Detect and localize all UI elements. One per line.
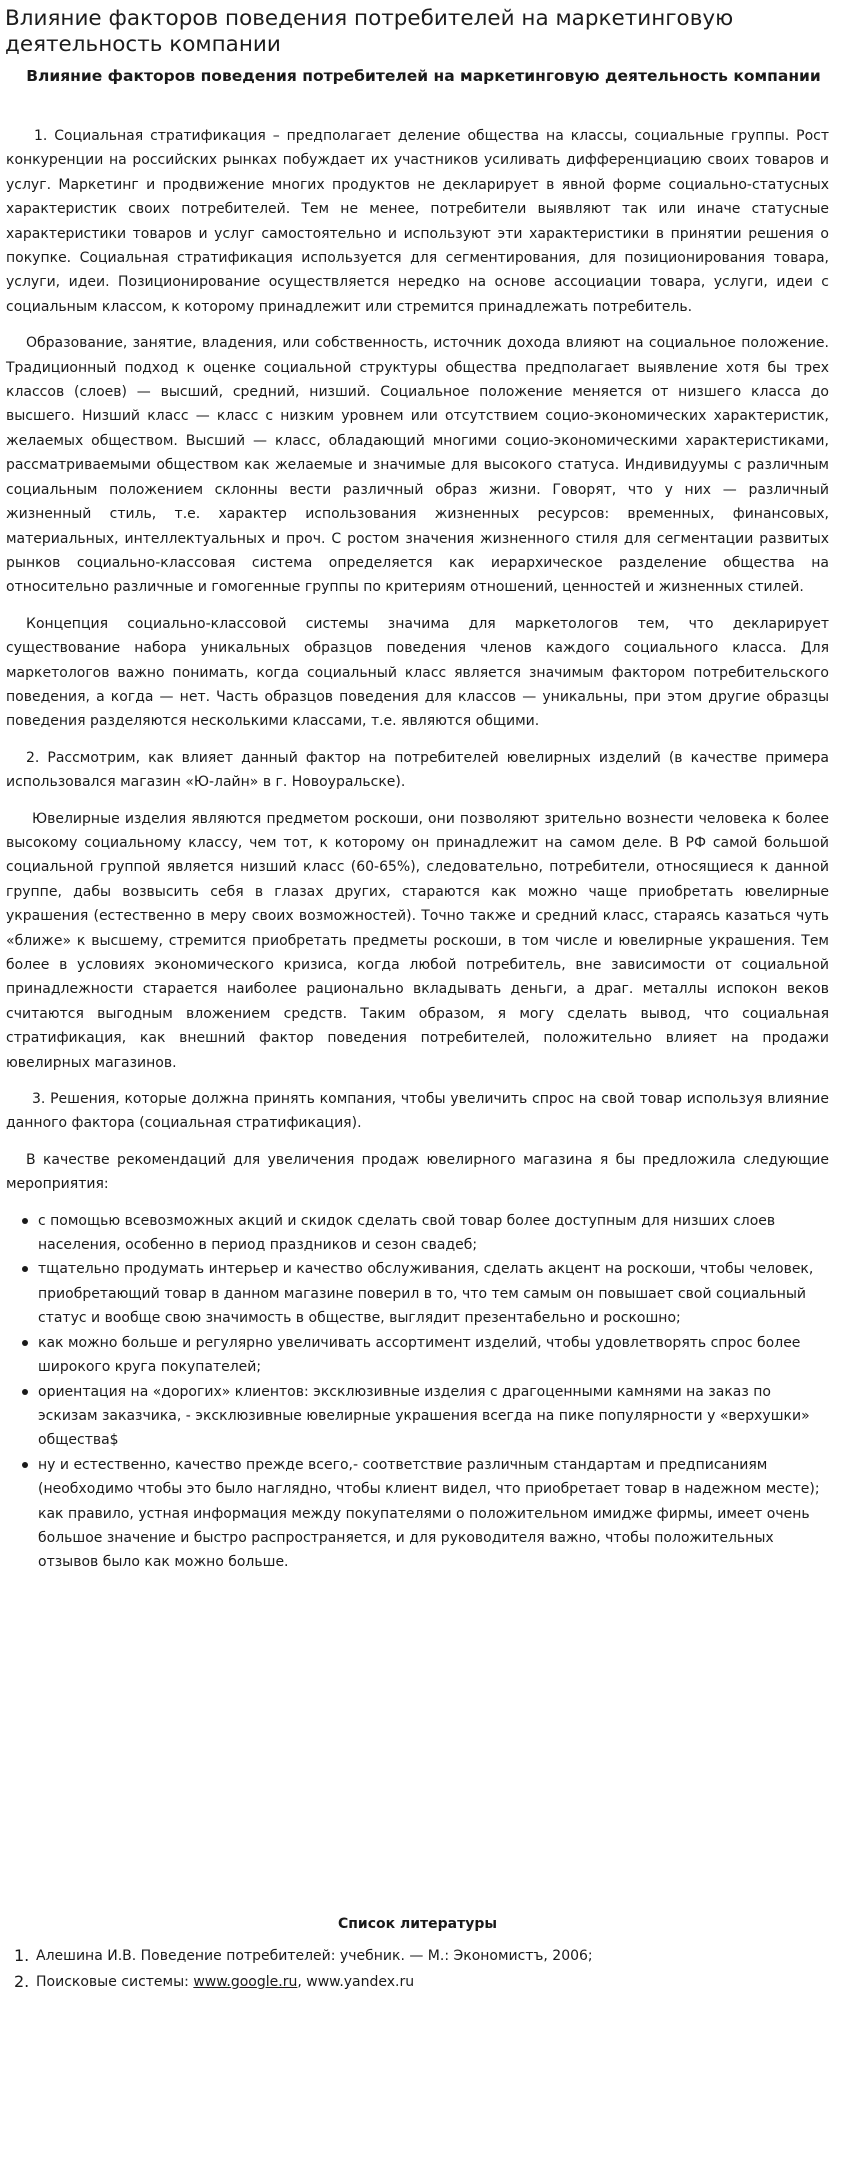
reference-number: 1.	[14, 1946, 30, 1965]
list-item: как можно больше и регулярно увеличивать ассортимент изделий, чтобы удовлетворять спрос более широкого круга покупателей;	[38, 1331, 829, 1380]
references-list	[14, 1945, 847, 1997]
paragraph: 2. Рассмотрим, как влияет данный фактор на потребителей ювелирных изделий (в качестве примера использовался магазин «Ю-лайн» в г. Новоуральске).	[6, 749, 829, 791]
yandex-link: www.yandex.ru	[306, 1974, 415, 1990]
paragraph: Концепция социально-классовой системы значима для маркетологов тем, что декларирует существование набора уникальных образцов поведения членов каждого социального класса. Для маркетологов важно понимать, когда социальный класс является значимым фактором потребительского поведения, а когда — нет. Часть образцов поведения для классов — уникальны, при этом другие образцы поведения разделяются несколькими классами, т.е. являются общими.	[6, 615, 829, 730]
google-link[interactable]: www.google.ru	[193, 1974, 298, 1990]
paragraph: 3. Решения, которые должна принять компания, чтобы увеличить спрос на свой товар используя влияние данного фактора (социальная стратификация).	[6, 1091, 829, 1132]
recommendations-list	[6, 1209, 829, 1575]
reference-text: Поисковые системы:	[36, 1974, 194, 1990]
paragraph: Образование, занятие, владения, или собственность, источник дохода влияют на социальное положение. Традиционный подход к оценке социальной структуры общества предполагает выявление хотя бы трех классов (слоев) — высший, средний, низший. Социальное положение меняется от низшего класса до высшего. Низший класс — класс с низким уровнем или отсутствием социо-экономических характеристик, желаемых обществом. Высший — класс, обладающий многими социо-экономическими характеристиками, рассматриваемыми обществом как желаемые и значимые для высокого статуса. Индивидуумы с различным социальным положением склонны вести различный образ жизни. Говорят, что у них — различный жизненный стиль, т.е. характер использования жизненных ресурсов: временных, финансовых, материальных, интеллектуальных и проч. С ростом значения жизненного стиля для сегментации развитых рынков социально-классовая система определяется как иерархическое разделение общества на относительно различные и гомогенные группы по критериям отношений, ценностей и жизненных стилей.	[6, 335, 829, 596]
article-subtitle: Влияние факторов поведения потребителей на маркетинговую деятельность компании	[26, 67, 821, 85]
list-item: ориентация на «дорогих» клиентов: эксклюзивные изделия с драгоценными камнями на заказ по эскизам заказчика, - эксклюзивные ювелирные украшения всегда на пике популярности у «верхушки» общества$	[38, 1380, 829, 1453]
list-item: тщательно продумать интерьер и качество обслуживания, сделать акцент на роскоши, чтобы человек, приобретающий товар в данном магазине поверил в то, что тем самым он повышает свой социальный статус и вообще свою значимость в обществе, выглядит презентабельно и роскошно;	[38, 1257, 829, 1330]
list-item: ну и естественно, качество прежде всего,- соответствие различным стандартам и предписаниям (необходимо чтобы это было наглядно, чтобы клиент видел, что приобретает товар в надежном месте); как правило, устная информация между покупателями о положительном имидже фирмы, имеет очень большое значение и быстро распространяется, и для руководителя важно, чтобы положительных отзывов было как можно больше.	[38, 1453, 829, 1575]
list-item: с помощью всевозможных акций и скидок сделать свой товар более доступным для низших слоев населения, особенно в период праздников и сезон свадеб;	[38, 1209, 829, 1258]
reference-item	[14, 1971, 847, 1993]
reference-number: 2.	[14, 1972, 30, 1991]
paragraph: Ювелирные изделия являются предметом роскоши, они позволяют зрительно вознести человека к более высокому социальному классу, чем тот, к которому он принадлежит на самом деле. В РФ самой большой социальной группой является низший класс (60-65%), следовательно, потребители, относящиеся к данной группе, дабы возвысить себя в глазах других, стараются как можно чаще приобретать ювелирные украшения (естественно в меру своих возможностей). Точно также и средний класс, стараясь казаться чуть «ближе» к высшему, стремится приобретать предметы роскоши, в том числе и ювелирные украшения. Тем более в условиях экономического кризиса, когда любой потребитель, вне зависимости от социальной принадлежности старается наиболее рационально вкладывать деньги, а драг. металлы испокон веков считаются выгодным вложением средств. Таким образом, я могу сделать вывод, что социальная стратификация, как внешний фактор поведения потребителей, положительно влияет на продажи ювелирных магазинов.	[6, 810, 829, 1071]
references-heading: Список литературы	[337, 1916, 498, 1932]
page-title: Влияние факторов поведения потребителей на маркетинговую деятельность компании	[5, 6, 734, 57]
reference-separator: ,	[297, 1974, 307, 1990]
paragraph: В качестве рекомендаций для увеличения продаж ювелирного магазина я бы предложила следующие мероприятия:	[6, 1151, 829, 1193]
article-body	[6, 124, 829, 1575]
reference-item	[14, 1945, 847, 1967]
reference-text: Алешина И.В. Поведение потребителей: учебник. — М.: Экономистъ, 2006;	[36, 1948, 593, 1964]
paragraph: 1. Социальная стратификация – предполагает деление общества на классы, социальные группы. Рост конкуренции на российских рынках побуждает их участников усиливать дифференциацию своих товаров и услуг. Маркетинг и продвижение многих продуктов не декларирует в явной форме социально-статусных характеристик своих потребителей. Тем не менее, потребители выявляют так или иначе статусные характеристики товаров и услуг самостоятельно и используют эти характеристики в принятии решения о покупке. Социальная стратификация используется для сегментирования, для позиционирования товара, услуги, идеи. Позиционирование осуществляется нередко на основе ассоциации товара, услуги, идеи с социальным классом, к которому принадлежит или стремится принадлежать потребитель.	[6, 128, 829, 315]
